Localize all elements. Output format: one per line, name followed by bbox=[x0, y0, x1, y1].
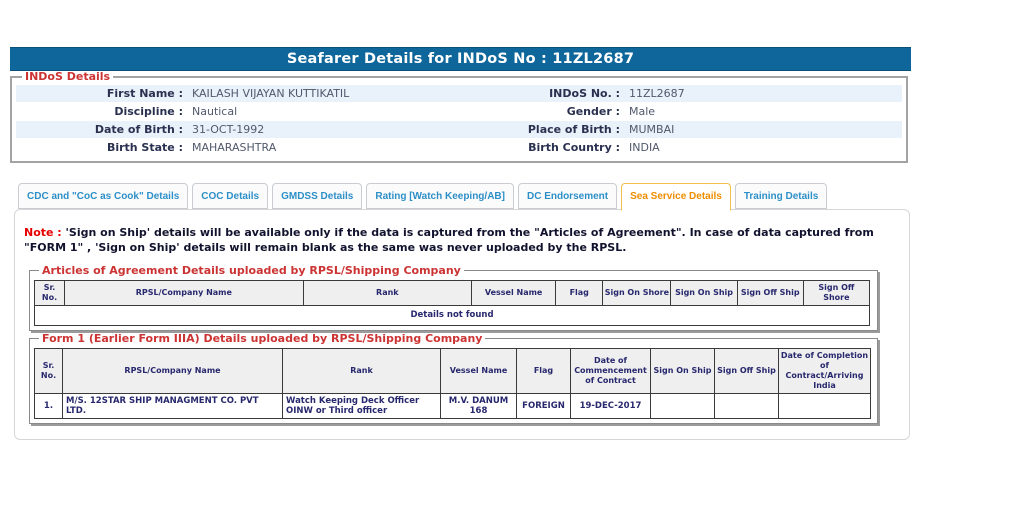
cell-sign-on-ship bbox=[651, 394, 715, 419]
cell-vessel-name: M.V. DANUM 168 bbox=[441, 394, 517, 419]
column-header-sign-on-ship: Sign On Ship bbox=[651, 349, 715, 394]
column-header-sr-no: Sr. No. bbox=[35, 281, 65, 306]
sea-service-details-panel bbox=[14, 209, 910, 440]
cell-flag: FOREIGN bbox=[517, 394, 571, 419]
date-of-birth-label: Date of Birth : bbox=[94, 123, 183, 136]
birth-country-value: INDIA bbox=[629, 141, 660, 154]
cell-rank: Watch Keeping Deck Officer OINW or Third officer bbox=[283, 394, 441, 419]
column-header-rank: Rank bbox=[283, 349, 441, 394]
tab-rating-watch-keeping-ab[interactable]: Rating [Watch Keeping/AB] bbox=[366, 183, 514, 209]
column-header-flag: Flag bbox=[517, 349, 571, 394]
tab-cdc-coc-as-cook-details[interactable]: CDC and "CoC as Cook" Details bbox=[18, 183, 188, 209]
details-tab-bar bbox=[18, 183, 827, 211]
column-header-vessel-name: Vessel Name bbox=[441, 349, 517, 394]
gender-label: Gender : bbox=[566, 105, 620, 118]
table-header-row bbox=[35, 349, 871, 394]
sign-on-ship-note bbox=[24, 226, 890, 256]
gender-value: Male bbox=[629, 105, 656, 118]
first-name-value: KAILASH VIJAYAN KUTTIKATIL bbox=[192, 87, 350, 100]
place-of-birth-value: MUMBAI bbox=[629, 123, 675, 136]
place-of-birth-label: Place of Birth : bbox=[527, 123, 620, 136]
column-header-date-of-completion: Date of Completion of Contract/Arriving India bbox=[779, 349, 871, 394]
column-header-sign-off-shore: Sign Off Shore bbox=[803, 281, 869, 306]
discipline-value: Nautical bbox=[192, 105, 238, 118]
indos-no-label: INDoS No. : bbox=[549, 87, 620, 100]
form1-details-fieldset bbox=[29, 332, 878, 424]
column-header-rpsl-company-name: RPSL/Company Name bbox=[63, 349, 283, 394]
tab-coc-details[interactable]: COC Details bbox=[192, 183, 268, 209]
cell-rpsl-company-name: M/S. 12STAR SHIP MANAGMENT CO. PVT LTD. bbox=[63, 394, 283, 419]
articles-of-agreement-fieldset bbox=[29, 264, 878, 331]
form1-details-legend: Form 1 (Earlier Form IIIA) Details uploaded by RPSL/Shipping Company bbox=[42, 332, 483, 345]
column-header-sign-on-ship: Sign On Ship bbox=[671, 281, 737, 306]
cell-date-of-commencement: 19-DEC-2017 bbox=[571, 394, 651, 419]
form1-details-table bbox=[34, 348, 871, 419]
column-header-flag: Flag bbox=[556, 281, 603, 306]
cell-sign-off-ship bbox=[715, 394, 779, 419]
column-header-vessel-name: Vessel Name bbox=[472, 281, 556, 306]
tab-training-details[interactable]: Training Details bbox=[735, 183, 827, 209]
indos-details-fieldset bbox=[10, 70, 908, 163]
table-row bbox=[35, 394, 871, 419]
column-header-rank: Rank bbox=[303, 281, 471, 306]
date-of-birth-value: 31-OCT-1992 bbox=[192, 123, 265, 136]
indos-row bbox=[16, 103, 902, 120]
birth-state-label: Birth State : bbox=[106, 141, 183, 154]
tab-sea-service-details[interactable]: Sea Service Details bbox=[621, 183, 731, 211]
column-header-sign-off-ship: Sign Off Ship bbox=[737, 281, 803, 306]
articles-of-agreement-legend: Articles of Agreement Details uploaded by RPSL/Shipping Company bbox=[42, 264, 461, 277]
cell-date-of-completion bbox=[779, 394, 871, 419]
note-prefix: Note : bbox=[24, 226, 62, 239]
tab-gmdss-details[interactable]: GMDSS Details bbox=[272, 183, 362, 209]
column-header-sign-off-ship: Sign Off Ship bbox=[715, 349, 779, 394]
column-header-date-of-commencement: Date of Commencement of Contract bbox=[571, 349, 651, 394]
tab-dc-endorsement[interactable]: DC Endorsement bbox=[518, 183, 617, 209]
indos-details-legend: INDoS Details bbox=[25, 70, 111, 83]
table-header-row bbox=[35, 281, 870, 306]
birth-state-value: MAHARASHTRA bbox=[192, 141, 277, 154]
details-not-found-message: Details not found bbox=[35, 306, 870, 326]
discipline-label: Discipline : bbox=[114, 105, 183, 118]
page-title: Seafarer Details for INDoS No : 11ZL2687 bbox=[10, 47, 911, 71]
indos-row bbox=[16, 85, 902, 102]
column-header-sr-no: Sr. No. bbox=[35, 349, 63, 394]
indos-row bbox=[16, 121, 902, 138]
column-header-sign-on-shore: Sign On Shore bbox=[603, 281, 671, 306]
table-row bbox=[35, 306, 870, 326]
indos-no-value: 11ZL2687 bbox=[629, 87, 685, 100]
indos-row bbox=[16, 139, 902, 156]
articles-of-agreement-table bbox=[34, 280, 870, 326]
birth-country-label: Birth Country : bbox=[528, 141, 620, 154]
note-text: 'Sign on Ship' details will be available only if the data is captured from the "Articles of Agreement". In case of data captured from "FORM 1" , 'Sign on Ship' details will remain blank as the same was never uploaded by the RPSL. bbox=[24, 226, 874, 254]
first-name-label: First Name : bbox=[106, 87, 183, 100]
column-header-rpsl-company-name: RPSL/Company Name bbox=[65, 281, 304, 306]
cell-sr-no: 1. bbox=[35, 394, 63, 419]
